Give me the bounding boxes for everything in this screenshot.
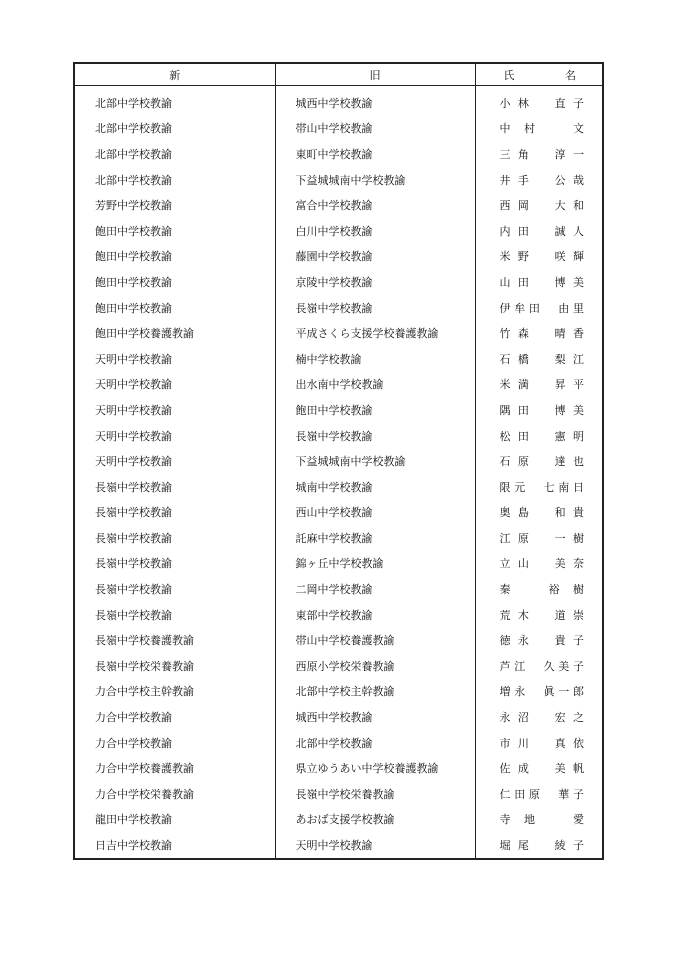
person-name: 奥島 和貴 [499, 506, 584, 520]
name-cell [475, 218, 602, 244]
old-position-cell: 城西中学校教諭 [275, 86, 475, 116]
old-position-cell: 帯山中学校教諭 [275, 116, 475, 142]
person-name: 佐成 美帆 [499, 762, 584, 776]
person-name: 江原 一樹 [499, 531, 584, 545]
name-cell [475, 244, 602, 270]
new-position-cell: 長嶺中学校教諭 [95, 480, 172, 494]
table-row [75, 269, 602, 295]
personnel-table [75, 64, 602, 858]
old-position-cell: 藤園中学校教諭 [275, 244, 475, 270]
old-position-cell: 長嶺中学校栄養教諭 [275, 781, 475, 807]
table-row [75, 141, 602, 167]
table-row [75, 832, 602, 858]
old-position-cell: 白川中学校教諭 [275, 218, 475, 244]
table-row [75, 86, 602, 116]
header-name-part-2: 名 [565, 68, 576, 82]
new-position-cell: 力合中学校養護教諭 [95, 762, 194, 776]
name-cell [475, 807, 602, 833]
table-row [75, 218, 602, 244]
name-cell [475, 525, 602, 551]
person-name: 米満 昇平 [499, 378, 584, 392]
name-cell [475, 448, 602, 474]
new-position-cell: 龍田中学校教諭 [95, 813, 172, 827]
new-position-cell: 飽田中学校養護教諭 [95, 327, 194, 341]
old-position-cell: 下益城城南中学校教諭 [275, 448, 475, 474]
new-position-cell: 飽田中学校教諭 [95, 224, 172, 238]
name-cell [475, 295, 602, 321]
new-position-cell: 芳野中学校教諭 [95, 199, 172, 213]
person-name: 三角 淳一 [499, 147, 584, 161]
new-position-cell: 長嶺中学校教諭 [95, 531, 172, 545]
table-row [75, 627, 602, 653]
person-name: 市川 真依 [499, 736, 584, 750]
name-cell [475, 781, 602, 807]
new-position-cell: 長嶺中学校教諭 [95, 608, 172, 622]
table-row [75, 295, 602, 321]
old-position-cell: 長嶺中学校教諭 [275, 295, 475, 321]
person-name: 寺地 愛 [499, 813, 584, 827]
person-name: 永沼 宏之 [499, 711, 584, 725]
table-row [75, 320, 602, 346]
name-cell [475, 627, 602, 653]
name-cell [475, 602, 602, 628]
new-position-cell: 天明中学校教諭 [95, 455, 172, 469]
new-position-cell: 長嶺中学校栄養教諭 [95, 659, 194, 673]
table-row [75, 448, 602, 474]
old-position-cell: 託麻中学校教諭 [275, 525, 475, 551]
table-row [75, 116, 602, 142]
new-position-cell: 力合中学校教諭 [95, 711, 172, 725]
new-position-cell: 飽田中学校教諭 [95, 250, 172, 264]
old-position-cell: 県立ゆうあい中学校養護教諭 [275, 755, 475, 781]
person-name: 仁田原 華子 [499, 787, 584, 801]
table-row [75, 525, 602, 551]
person-name: 堀尾 綾子 [499, 839, 584, 853]
old-position-cell: 城西中学校教諭 [275, 704, 475, 730]
old-position-cell: 京陵中学校教諭 [275, 269, 475, 295]
name-cell [475, 500, 602, 526]
new-position-cell: 飽田中学校教諭 [95, 301, 172, 315]
old-position-cell: 富合中学校教諭 [275, 192, 475, 218]
table-row [75, 474, 602, 500]
old-position-cell: 東部中学校教諭 [275, 602, 475, 628]
table-row [75, 397, 602, 423]
table-row [75, 679, 602, 705]
new-position-cell: 長嶺中学校教諭 [95, 557, 172, 571]
name-cell [475, 755, 602, 781]
new-position-cell: 力合中学校主幹教諭 [95, 685, 194, 699]
person-name: 芦江 久美子 [499, 659, 584, 673]
old-position-cell: 北部中学校主幹教諭 [275, 679, 475, 705]
table-body [75, 86, 602, 858]
person-name: 限元 七南日 [499, 480, 584, 494]
person-name: 秦 裕樹 [499, 583, 584, 597]
table-row [75, 167, 602, 193]
table-row [75, 730, 602, 756]
new-position-cell: 天明中学校教諭 [95, 429, 172, 443]
old-position-cell: 平成さくら支援学校養護教諭 [275, 320, 475, 346]
name-cell [475, 704, 602, 730]
old-position-cell: 飽田中学校教諭 [275, 397, 475, 423]
person-name: 松田 憲明 [499, 429, 584, 443]
table-row [75, 653, 602, 679]
name-cell [475, 474, 602, 500]
new-position-cell: 北部中学校教諭 [95, 173, 172, 187]
header-row [75, 64, 602, 86]
new-position-cell: 天明中学校教諭 [95, 403, 172, 417]
header-new: 新 [75, 64, 275, 86]
old-position-cell: 出水南中学校教諭 [275, 372, 475, 398]
header-name-part-1: 氏 [503, 68, 515, 82]
person-name: 荒木 道崇 [499, 608, 584, 622]
table-row [75, 602, 602, 628]
table-row [75, 423, 602, 449]
header-old: 旧 [275, 64, 475, 86]
table-row [75, 807, 602, 833]
new-position-cell: 長嶺中学校教諭 [95, 506, 172, 520]
new-position-cell: 北部中学校教諭 [95, 96, 172, 110]
table-row [75, 346, 602, 372]
new-position-cell: 力合中学校栄養教諭 [95, 787, 194, 801]
table-row [75, 781, 602, 807]
table-row [75, 551, 602, 577]
old-position-cell: 西山中学校教諭 [275, 500, 475, 526]
name-cell [475, 653, 602, 679]
name-cell [475, 86, 602, 116]
person-name: 伊牟田 由里 [499, 301, 584, 315]
table-row [75, 755, 602, 781]
table-row [75, 192, 602, 218]
new-position-cell: 長嶺中学校養護教諭 [95, 634, 194, 648]
new-position-cell: 北部中学校教諭 [95, 122, 172, 136]
personnel-table-frame [73, 62, 604, 860]
person-name: 増永 眞一郎 [499, 685, 584, 699]
name-cell [475, 730, 602, 756]
new-position-cell: 天明中学校教諭 [95, 352, 172, 366]
person-name: 山田 博美 [499, 275, 584, 289]
name-cell [475, 192, 602, 218]
table-row [75, 704, 602, 730]
header-name [475, 64, 602, 86]
name-cell [475, 167, 602, 193]
old-position-cell: あおば支援学校教諭 [275, 807, 475, 833]
new-position-cell: 北部中学校教諭 [95, 147, 172, 161]
person-name: 竹森 晴香 [499, 327, 584, 341]
person-name: 中村 文 [499, 122, 584, 136]
table-row [75, 244, 602, 270]
name-cell [475, 269, 602, 295]
name-cell [475, 372, 602, 398]
person-name: 徳永 貴子 [499, 634, 584, 648]
old-position-cell: 北部中学校教諭 [275, 730, 475, 756]
table-row [75, 372, 602, 398]
person-name: 石橋 梨江 [499, 352, 584, 366]
name-cell [475, 832, 602, 858]
name-cell [475, 346, 602, 372]
old-position-cell: 帯山中学校養護教諭 [275, 627, 475, 653]
old-position-cell: 東町中学校教諭 [275, 141, 475, 167]
person-name: 石原 達也 [499, 455, 584, 469]
person-name: 西岡 大和 [499, 199, 584, 213]
name-cell [475, 423, 602, 449]
new-position-cell: 飽田中学校教諭 [95, 275, 172, 289]
table-row [75, 576, 602, 602]
old-position-cell: 西原小学校栄養教諭 [275, 653, 475, 679]
person-name: 小林 直子 [499, 96, 584, 110]
old-position-cell: 城南中学校教諭 [275, 474, 475, 500]
person-name: 隅田 博美 [499, 403, 584, 417]
old-position-cell: 長嶺中学校教諭 [275, 423, 475, 449]
old-position-cell: 天明中学校教諭 [275, 832, 475, 858]
name-cell [475, 551, 602, 577]
old-position-cell: 下益城城南中学校教諭 [275, 167, 475, 193]
name-cell [475, 116, 602, 142]
old-position-cell: 楠中学校教諭 [275, 346, 475, 372]
person-name: 米野 咲輝 [499, 250, 584, 264]
old-position-cell: 錦ヶ丘中学校教諭 [275, 551, 475, 577]
person-name: 立山 美奈 [499, 557, 584, 571]
name-cell [475, 576, 602, 602]
name-cell [475, 320, 602, 346]
person-name: 井手 公哉 [499, 173, 584, 187]
person-name: 内田 誠人 [499, 224, 584, 238]
old-position-cell: 二岡中学校教諭 [275, 576, 475, 602]
new-position-cell: 日吉中学校教諭 [95, 839, 172, 853]
name-cell [475, 397, 602, 423]
name-cell [475, 679, 602, 705]
new-position-cell: 長嶺中学校教諭 [95, 583, 172, 597]
table-row [75, 500, 602, 526]
new-position-cell: 力合中学校教諭 [95, 736, 172, 750]
name-cell [475, 141, 602, 167]
new-position-cell: 天明中学校教諭 [95, 378, 172, 392]
